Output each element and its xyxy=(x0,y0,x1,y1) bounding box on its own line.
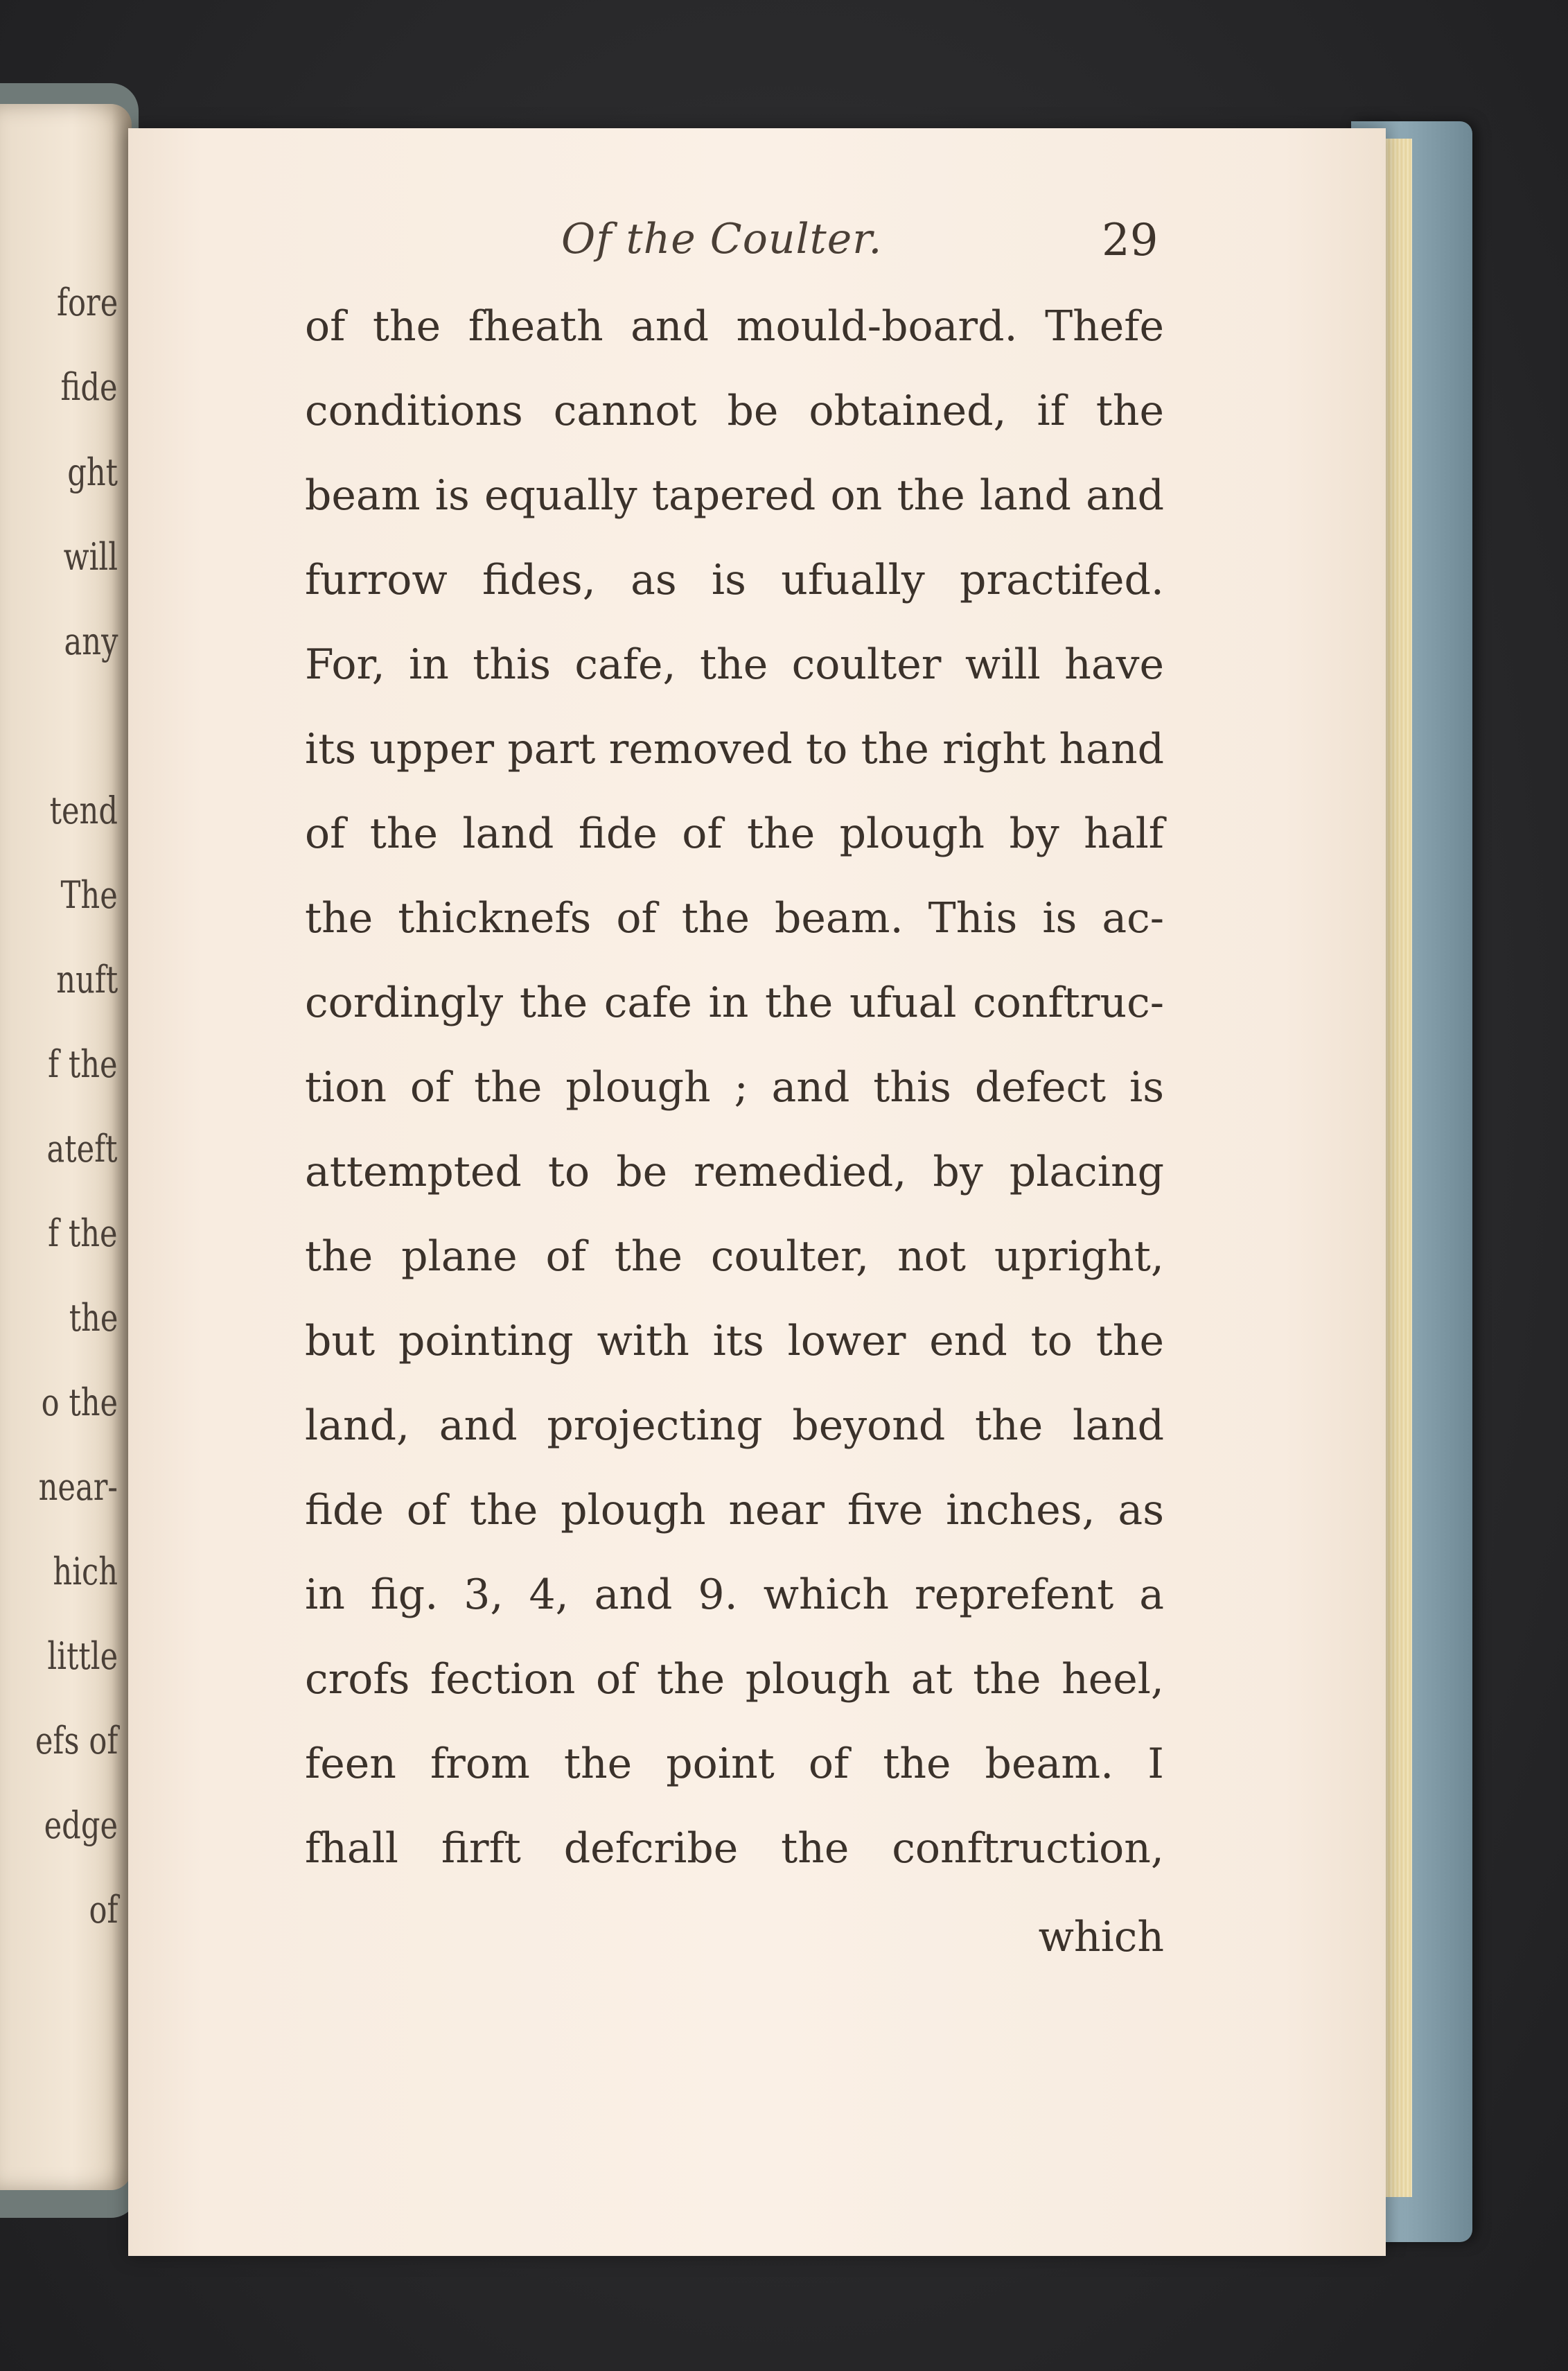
text-line: furrow fides, as is ufually practifed. xyxy=(305,556,1164,604)
left-page-fragment: the xyxy=(69,1296,118,1340)
text-line: in fig. 3, 4, and 9. which reprefent a xyxy=(305,1571,1164,1619)
text-line: crofs fection of the plough at the heel, xyxy=(305,1655,1164,1704)
left-page-fragment: The xyxy=(60,873,118,917)
running-head: Of the Coulter. xyxy=(561,215,883,263)
left-page-fragment: o the xyxy=(41,1381,118,1424)
text-line: feen from the point of the beam. I xyxy=(305,1740,1164,1788)
left-page-fragment: nuft xyxy=(56,958,118,1001)
left-page-fragment: efs of xyxy=(35,1719,118,1762)
text-line: For, in this cafe, the coulter will have xyxy=(305,640,1164,689)
left-page-fragment: of xyxy=(89,1888,118,1932)
left-page-fragment: any xyxy=(64,620,118,663)
text-line: its upper part removed to the right hand xyxy=(305,725,1164,773)
text-line: beam is equally tapered on the land and xyxy=(305,471,1164,520)
left-page xyxy=(0,104,132,2190)
text-line: land, and projecting beyond the land xyxy=(305,1401,1164,1450)
left-page-fragment: little xyxy=(47,1634,118,1678)
left-page-fragment: f the xyxy=(48,1042,118,1086)
left-page-fragment: fore xyxy=(56,281,118,324)
left-page-fragment: f the xyxy=(48,1211,118,1255)
text-line: but pointing with its lower end to the xyxy=(305,1317,1164,1365)
text-line: fhall firft defcribe the conftruction, xyxy=(305,1824,1164,1873)
text-line: the thicknefs of the beam. This is ac- xyxy=(305,894,1164,943)
left-page-fragment: hich xyxy=(53,1550,118,1593)
text-line: fide of the plough near five inches, as xyxy=(305,1486,1164,1534)
text-line: cordingly the cafe in the ufual conftruc- xyxy=(305,979,1164,1027)
text-line: conditions cannot be obtained, if the xyxy=(305,387,1164,435)
catchword: which xyxy=(1038,1913,1164,1961)
text-line: of the land fide of the plough by half xyxy=(305,810,1164,858)
left-page-fragment: ateft xyxy=(46,1127,118,1171)
left-page-fragment: will xyxy=(63,535,118,579)
text-line: of the fheath and mould-board. Thefe xyxy=(305,302,1164,351)
left-page-fragment: near- xyxy=(38,1465,118,1509)
text-line: tion of the plough ; and this defect is xyxy=(305,1063,1164,1112)
left-page-fragment: tend xyxy=(49,789,118,832)
page-number: 29 xyxy=(1102,215,1159,266)
left-page-fragment: ght xyxy=(67,450,118,494)
text-line: the plane of the coulter, not upright, xyxy=(305,1232,1164,1281)
left-page-fragment: edge xyxy=(44,1803,118,1847)
left-page-fragment: fide xyxy=(60,365,118,409)
text-line: attempted to be remedied, by placing xyxy=(305,1148,1164,1196)
